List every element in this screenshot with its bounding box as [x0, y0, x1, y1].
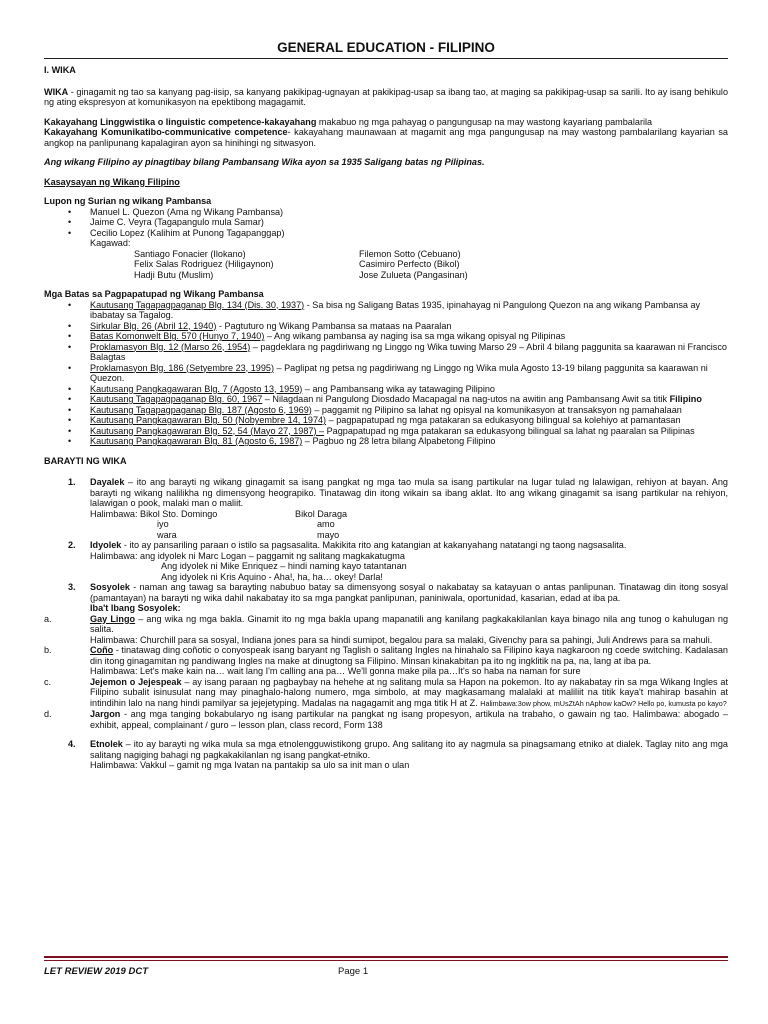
page-title: GENERAL EDUCATION - FILIPINO	[277, 40, 495, 55]
list-item: • Cecilio Lopez (Kalihim at Punong Tagapanggap)	[90, 228, 728, 239]
gay-lingo-example: Halimbawa: Churchill para sa sosyal, Indiana jones para sa hindi sumipot, begalou para sa malaki, Givenchy para sa pahingi, Juli Andrews para sa mahuli.	[90, 634, 713, 645]
communicative-competence: Kakayahang Komunikatibo-communicative competence- kakayahang maunawaan at magamit ang mga pangungusap na may wastong pambalarilang kayarian sa angkop na panlipunang kapalagiran ayon sa hinihingi ng sitwasyon.	[44, 127, 728, 148]
list-item: • Kautusang Pangkagawaran Blg. 52, 54 (Mayo 27, 1987) – Pagpapatupad ng mga patakaran sa edukasyong bilingual sa lahat ng paaralan sa Pilipinas	[90, 426, 728, 437]
cono-example: Halimbawa: Let's make kain na… wait lang I'm calling ana pa… We'll gonna make pila pa…It's so haba na naman for sure	[90, 666, 581, 676]
kagawad-member: Santiago Fonacier (Ilokano)	[134, 248, 246, 259]
section-heading-wika: I. WIKA	[44, 65, 76, 75]
section-heading-barayti: BARAYTI NG WIKA	[44, 455, 127, 466]
page-number: Page 1	[338, 966, 369, 977]
sosyolek-jejemon: c. Jejemon o Jejespeak – ay isang paraan ng pagbaybay na hehehe at ng salitang mula sa Hapon na pokemon. Ito ay nakabatay rin sa mga Wikang Ingles at Filipino subalit isinusulat nang may pinaghalo-halong numero, mga simbolo, at may magkasamang malalaki at maliliit na titik kaya't mahirap basahin at intindihin lalo na nang hindi pamilyar sa jejejetyping. Madalas na nagagamit ang mga titik H at Z. Halimbawa:3ow phow, mUsZtAh nAphow kaOw? Hello po, kumusta po kayo?	[44, 676, 728, 708]
linguistic-competence: Kakayahang Linggwistika o linguistic competence-kakayahang makabuo ng mga pahayag o pangungusap na may wastong kayariang pambalarila	[44, 116, 653, 127]
list-item: • Batas Komonwelt Blg. 570 (Hunyo 7, 1940) – Ang wikang pambansa ay naging isa sa mga wikang opisyal ng Pilipinas	[90, 331, 728, 342]
list-item: • Kautusang Tagapagpaganap Blg. 134 (Dis. 30, 1937) - Sa bisa ng Saligang Batas 1935, ipinahayag ni Pangulong Quezon na ang wikang Pambansa ay ibabatay sa Tagalog.	[90, 300, 728, 321]
barayti-dayalek: 1. Dayalek – ito ang barayti ng wikang ginagamit sa isang pangkat ng mga tao mula sa isang partikular na lugar tulad ng lalawigan, rehiyon at bayan. Ang barayti ng wikang nalilikha ng dimensyong heograpiko. Tinatawag din itong wikain sa ibang aklat. Ito ang wikang ginagamit sa isang partikular na rehiyon, lalawigan o pook, malaki man o maliit.	[68, 477, 728, 508]
list-item: • Kautusang Pangkagawaran Blg. 7 (Agosto 13, 1959) – ang Pambansang wika ay tatawaging Pilipino	[90, 384, 728, 395]
etnolek-example: Halimbawa: Vakkul – gamit ng mga Ivatan na pantakip sa ulo sa init man o ulan	[90, 760, 410, 770]
barayti-sosyolek: 3. Sosyolek - naman ang tawag sa barayting nabubuo batay sa dimensyong sosyal o nakabatay sa katayuan o antas panlipunan. Tinatawag din itong sosyal (pamantayan) na barayti ng wika dahil nakabatay ito sa mga pangkat panlipunan, paniniwala, oportunidad, kasarian, edad at iba pa.	[68, 582, 728, 603]
list-item: • Kautusang Tagapagpaganap Blg. 60, 1967 – Nilagdaan ni Pangulong Diosdado Macapagal na nag-utos na awitin ang Pambansang Awit sa titik Filipino	[90, 394, 728, 405]
sosyolek-gay-lingo: a. Gay Lingo – ang wika ng mga bakla. Ginamit ito ng mga bakla upang mapanatili ang kanilang pagkakakilanlan kaya binago nila ang tunog o kahulugan ng salita.	[44, 613, 729, 634]
list-item: • Sirkular Blg. 26 (Abril 12, 1940) - Pagtuturo ng Wikang Pambansa sa mataas na Paaralan	[90, 321, 728, 332]
wika-definition: WIKA - ginagamit ng tao sa kanyang pag-iisip, sa kanyang pakikipag-ugnayan at pakikipag-usap sa ibang tao, at maging sa pakikipag-usap sa sarili. Ito ay isang behikulo ng ating ekspresyon at komunikasyon na epektibong magagamit.	[44, 86, 728, 107]
document-body	[44, 40, 728, 771]
list-item: • Kautusang Pangkagawaran Blg. 81 (Agosto 6, 1987) – Pagbuo ng 28 letra bilang Alpabetong Filipino	[90, 436, 728, 447]
kagawad-member: Hadji Butu (Muslim)	[134, 269, 214, 280]
footer-divider	[44, 956, 728, 958]
barayti-idyolek: 2. Idyolek - ito ay pansariling paraan o istilo sa pagsasalita. Makikita rito ang katangian at kakanyahang natatangi ng taong nagsasalita.	[68, 540, 627, 550]
footer-label: LET REVIEW 2019 DCT	[44, 966, 148, 977]
page-footer	[44, 956, 728, 977]
idyolek-example: Halimbawa: ang idyolek ni Marc Logan – paggamit ng salitang magkakatugma	[90, 550, 405, 561]
dayalek-example-header: Halimbawa: Bikol Sto. Domingo Bikol Daraga	[90, 508, 348, 519]
title-divider	[44, 58, 728, 59]
kagawad-member: Casimiro Perfecto (Bikol)	[359, 259, 460, 269]
barayti-etnolek: 4. Etnolek – ito ay barayti ng wika mula sa mga etnolengguwistikong grupo. Ang salitang ito ay nagmula sa pinagsamang etniko at dialek. Taglay nito ang mga salitang nagiging bahagi ng pagkakakilanlan ng isang pangkat-etniko.	[68, 739, 728, 760]
batas-heading: Mga Batas sa Pagpapatupad ng Wikang Pambansa	[44, 289, 264, 299]
idyolek-example: Ang idyolek ni Kris Aquino - Aha!, ha, ha… okey! Darla!	[161, 571, 383, 582]
kagawad-label: Kagawad:	[90, 238, 131, 248]
footer-divider	[44, 960, 728, 961]
list-item: • Jaime C. Veyra (Tagapangulo mula Samar)	[90, 217, 728, 228]
dayalek-example-row: iyo amo	[157, 519, 335, 529]
idyolek-example: Ang idyolek ni Mike Enriquez – hindi naming kayo tatantanan	[161, 561, 407, 571]
lupon-list	[44, 207, 728, 239]
pambansang-wika-statement: Ang wikang Filipino ay pinagtibay bilang Pambansang Wika ayon sa 1935 Saligang batas ng Pilipinas.	[44, 157, 485, 167]
batas-list	[44, 300, 728, 447]
list-item: • Kautusang Pangkagawaran Blg. 50 (Nobyembre 14, 1974) – pagpapatupad ng mga patakaran sa edukasyong bilingual sa kolehiyo at pamantasan	[90, 415, 728, 426]
kagawad-member: Jose Zulueta (Pangasinan)	[359, 269, 468, 280]
dayalek-example-row: wara mayo	[157, 529, 340, 540]
kagawad-member: Felix Salas Rodriguez (Hiligaynon)	[134, 259, 274, 269]
sosyolek-cono: b. Coño - tinatawag ding coñotic o conyospeak isang baryant ng Taglish o salitang Ingles na hinahalo sa Filipino kaya nagkaroon ng coede switching. Kadalasan din itong ginagamitan ng pandiwang Ingles na make at dinugtong sa Filipino. Minsan kinakabitan pa ito ng ingklitik na pa, na, lang at iba pa.	[44, 645, 728, 666]
list-item: • Proklamasyon Blg. 186 (Setyembre 23, 1995) – Paglipat ng petsa ng pagdiriwang ng Linggo ng Wika mula Agosto 13-19 bilang paggunita sa kaarawan ni Quezon.	[90, 363, 728, 384]
sosyolek-types-heading: Iba't Ibang Sosyolek:	[90, 603, 181, 613]
kagawad-list	[44, 249, 728, 281]
kasaysayan-heading: Kasaysayan ng Wikang Filipino	[44, 176, 180, 187]
list-item: • Kautusang Tagapagpaganap Blg. 187 (Agosto 6, 1969) – paggamit ng Pilipino sa lahat ng opisyal na komunikasyon at transaksyon ng pamahalaan	[90, 405, 728, 416]
list-item: • Manuel L. Quezon (Ama ng Wikang Pambansa)	[90, 207, 728, 218]
lupon-heading: Lupon ng Surian ng wikang Pambansa	[44, 196, 212, 206]
list-item: • Proklamasyon Blg. 12 (Marso 26, 1954) – pagdeklara ng pagdiriwang ng Linggo ng Wika tuwing Marso 29 – Abril 4 bilang paggunita sa kaarawan ni Francisco Balagtas	[90, 342, 728, 363]
kagawad-member: Filemon Sotto (Cebuano)	[359, 248, 461, 259]
sosyolek-jargon: d. Jargon - ang mga tanging bokabularyo ng isang partikular na pangkat ng isang propesyon, artikula na trabaho, o gawain ng tao. Halimbawa: abogado – exhibit, appeal, complainant / guro – lesson plan, class record, Form 138	[44, 709, 728, 730]
